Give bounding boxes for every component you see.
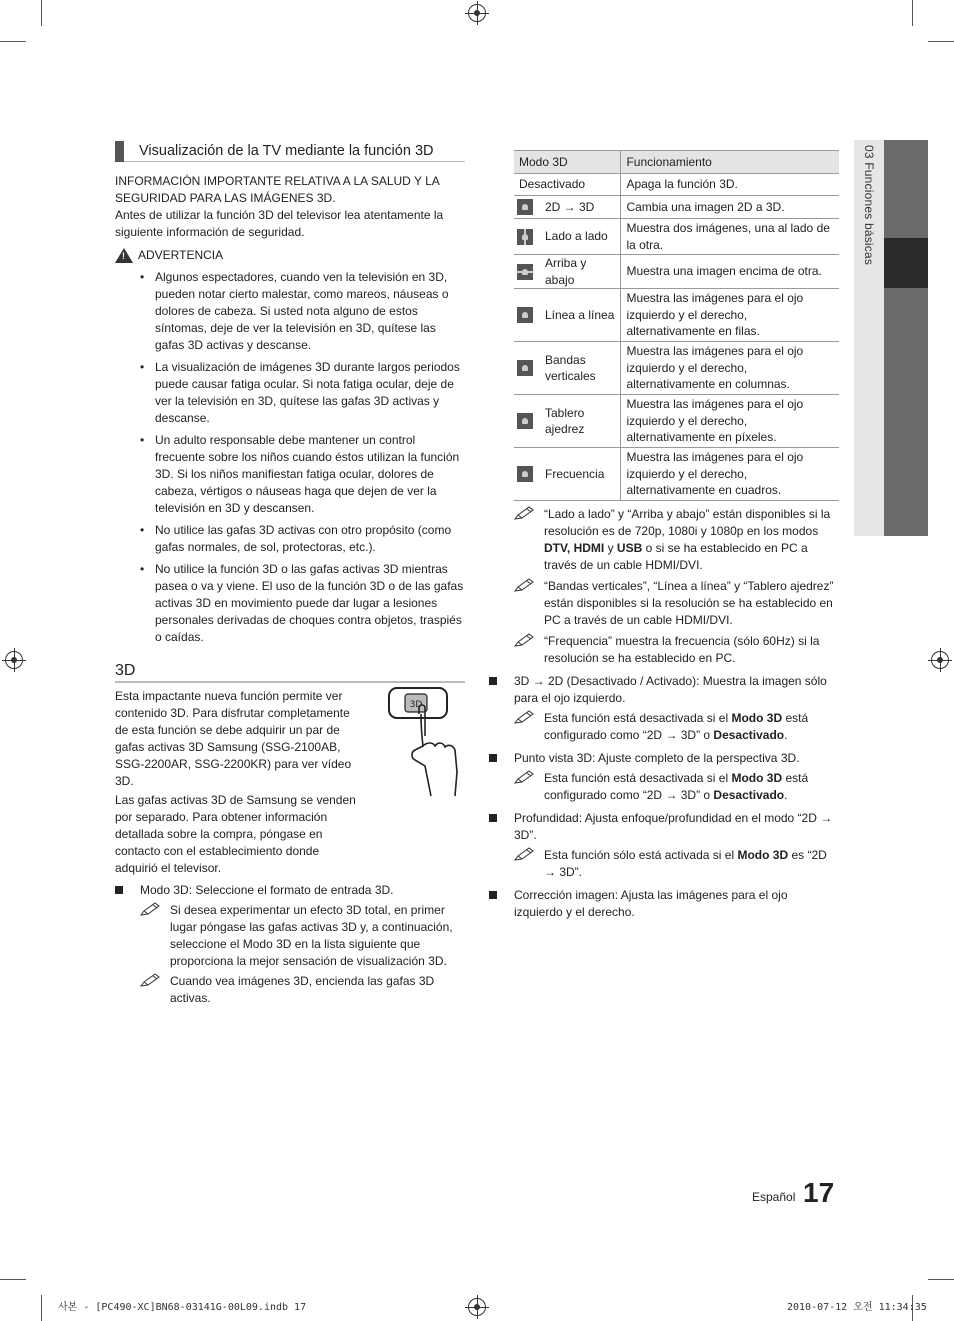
- table-row: Línea a línea Muestra las imágenes para el ojo izquierdo y el derecho, alternativamente en filas.: [514, 289, 839, 342]
- warning-icon: [115, 248, 133, 263]
- crop-mark: [912, 0, 913, 26]
- registration-mark-icon: [468, 4, 486, 22]
- note: “Bandas verticales”, “Línea a línea” y “Tablero ajedrez” están disponibles si la resolución se ha establecido en PC a través de un cable HDMI/DVI.: [514, 578, 839, 629]
- top-bottom-icon: [517, 264, 533, 280]
- print-slug-left: 사본 - [PC490-XC]BN68-03141G-00L09.indb 17: [58, 1302, 307, 1313]
- registration-mark-icon: [468, 1298, 486, 1316]
- table-header-function: Funcionamiento: [621, 151, 839, 174]
- table-row: Tablero ajedrez Muestra las imágenes para el ojo izquierdo y el derecho, alternativamente en píxeles.: [514, 395, 839, 448]
- note: “Frequencia” muestra la frecuencia (sólo 60Hz) si la resolución se ha establecido en PC.: [514, 633, 839, 667]
- intro-paragraph: Esta impactante nueva función permite ver contenido 3D. Para disfrutar completamente de esta función se debe adquirir un par de gafas activas 3D Samsung (SSG-2100AB, SSG-2200AR, SSG-2200KR) para ver vídeo 3D.: [115, 689, 352, 788]
- registration-mark-icon: [5, 651, 23, 669]
- footer-language: Español: [752, 1190, 796, 1204]
- print-slug-right: 2010-07-12 오전 11:34:35: [787, 1302, 927, 1313]
- frequency-icon: [517, 466, 533, 482]
- intro-3d: [115, 688, 465, 877]
- note: Esta función está desactivada si el Modo 3D está configurado como “2D → 3D” o Desactivado.: [514, 770, 839, 804]
- remote-3d-button-icon: [385, 686, 465, 798]
- square-bullet-icon: [489, 677, 497, 685]
- note-pencil-icon: [140, 973, 162, 987]
- item-punto-vista: Punto vista 3D: Ajuste completo de la perspectiva 3D. Esta función está desactivada si el Modo 3D está configurado como “2D → 3D” o Desactivado.: [514, 750, 839, 804]
- table-row: Lado a lado Muestra dos imágenes, una al lado de la otra.: [514, 219, 839, 255]
- registration-mark-icon: [931, 651, 949, 669]
- chapter-label: 03 Funciones básicas: [862, 145, 876, 266]
- note-pencil-icon: [514, 633, 536, 647]
- note: Cuando vea imágenes 3D, encienda las gafas 3D activas.: [115, 973, 465, 1007]
- crop-mark: [41, 1295, 42, 1321]
- item-3d-2d: 3D → 2D (Desactivado / Activado): Muestra la imagen sólo para el ojo izquierdo. Esta función está desactivada si el Modo 3D está configurado como “2D → 3D” o Desactivado.: [514, 673, 839, 744]
- note-pencil-icon: [514, 578, 536, 592]
- side-by-side-icon: [517, 229, 533, 245]
- remote-button-label: 3D: [409, 700, 423, 710]
- item-profundidad: Profundidad: Ajusta enfoque/profundidad en el modo “2D → 3D”. Esta función sólo está activada si el Modo 3D es “2D → 3D”.: [514, 810, 839, 881]
- table-header-mode: Modo 3D: [514, 151, 621, 174]
- crop-mark: [0, 41, 26, 42]
- crop-mark: [0, 1279, 26, 1280]
- section-heading: [115, 140, 465, 162]
- note: Esta función está desactivada si el Modo 3D está configurado como “2D → 3D” o Desactivado.: [514, 710, 839, 744]
- square-bullet-icon: [489, 814, 497, 822]
- checker-board-icon: [517, 413, 533, 429]
- table-notes: [514, 506, 839, 667]
- note: Esta función sólo está activada si el Modo 3D es “2D → 3D”.: [514, 847, 839, 881]
- note-pencil-icon: [514, 847, 536, 861]
- list-item: • La visualización de imágenes 3D durante largos periodos puede causar fatiga ocular. Si nota fatiga ocular, deje de ver la televisión en 3D, quítese las gafas 3D activas y descanse.: [115, 359, 465, 427]
- heading-3d: 3D: [115, 661, 465, 683]
- intro-paragraph-2: Las gafas activas 3D de Samsung se venden por separado. Para obtener información detallada sobre la compra, póngase en contacto con el establecimiento donde adquirió el televisor.: [115, 793, 356, 875]
- crop-mark: [41, 0, 42, 26]
- table-row: Desactivado Apaga la función 3D.: [514, 174, 839, 196]
- list-item: • No utilice las gafas 3D activas con otro propósito (como gafas normales, de sol, protectoras, etc.).: [115, 522, 465, 556]
- square-bullet-icon: [489, 891, 497, 899]
- table-row: Bandas verticales Muestra las imágenes para el ojo izquierdo y el derecho, alternativamente en columnas.: [514, 342, 839, 395]
- list-item: • Un adulto responsable debe mantener un control frecuente sobre los niños cuando éstos utilizan la función 3D. Si los niños manifiestan fatiga ocular, dolores de cabeza, vértigos o náuseas haga que dejen de ver la televisión en 3D y descansen.: [115, 432, 465, 517]
- note: “Lado a lado” y “Arriba y abajo” están disponibles si la resolución es de 720p, 1080i y 1080p en los modos DTV, HDMI y USB o si se ha establecido en PC a través de un cable HDMI/DVI.: [514, 506, 839, 574]
- mode-table: [514, 150, 839, 501]
- right-column: [514, 150, 839, 921]
- note-pencil-icon: [514, 770, 536, 784]
- health-intro: Antes de utilizar la función 3D del televisor lea atentamente la siguiente información de seguridad.: [115, 208, 444, 239]
- health-caps: INFORMACIÓN IMPORTANTE RELATIVA A LA SALUD Y LA SEGURIDAD PARA LAS IMÁGENES 3D.: [115, 174, 440, 205]
- list-item: • No utilice la función 3D o las gafas activas 3D mientras pasea o va y viene. El uso de la función 3D o de las gafas activas 3D en movimiento puede dar lugar a lesiones personales derivadas de choques contra objetos, traspiés o caídas.: [115, 561, 465, 646]
- warning-header: [115, 247, 465, 264]
- section-title: Visualización de la TV mediante la función 3D: [139, 143, 434, 159]
- chapter-side-tab: [854, 140, 928, 536]
- crop-mark: [928, 41, 954, 42]
- item-correccion: Corrección imagen: Ajusta las imágenes para el ojo izquierdo y el derecho.: [514, 887, 839, 921]
- table-header-row: [514, 151, 839, 174]
- note: Si desea experimentar un efecto 3D total, en primer lugar póngase las gafas activas 3D y, a continuación, seleccione el Modo 3D en la lista siguiente que proporciona la mejor sensación de visualización 3D.: [115, 902, 465, 970]
- 2d-3d-icon: [517, 199, 533, 215]
- square-bullet-icon: [489, 754, 497, 762]
- vertical-stripe-icon: [517, 360, 533, 376]
- table-row: Arriba y abajo Muestra una imagen encima de otra.: [514, 255, 839, 289]
- line-by-line-icon: [517, 307, 533, 323]
- note-pencil-icon: [140, 902, 162, 916]
- note-pencil-icon: [514, 710, 536, 724]
- table-row: 2D → 3D Cambia una imagen 2D a 3D.: [514, 196, 839, 219]
- page-number: 17: [803, 1177, 835, 1208]
- warning-list: [115, 269, 465, 646]
- warning-label: ADVERTENCIA: [138, 248, 224, 262]
- list-item: • Algunos espectadores, cuando ven la televisión en 3D, pueden notar cierto malestar, como mareos, náuseas o dolores de cabeza. Si usted nota alguno de estos síntomas, deje de ver la televisión en 3D, quítese las gafas 3D activas y descanse.: [115, 269, 465, 354]
- square-bullet-icon: [115, 886, 123, 894]
- left-column: [115, 140, 465, 1007]
- modo-3d-item: Modo 3D: Seleccione el formato de entrada 3D.: [115, 882, 465, 899]
- table-row: Frecuencia Muestra las imágenes para el ojo izquierdo y el derecho, alternativamente en cuadros.: [514, 448, 839, 501]
- crop-mark: [928, 1279, 954, 1280]
- note-pencil-icon: [514, 506, 536, 520]
